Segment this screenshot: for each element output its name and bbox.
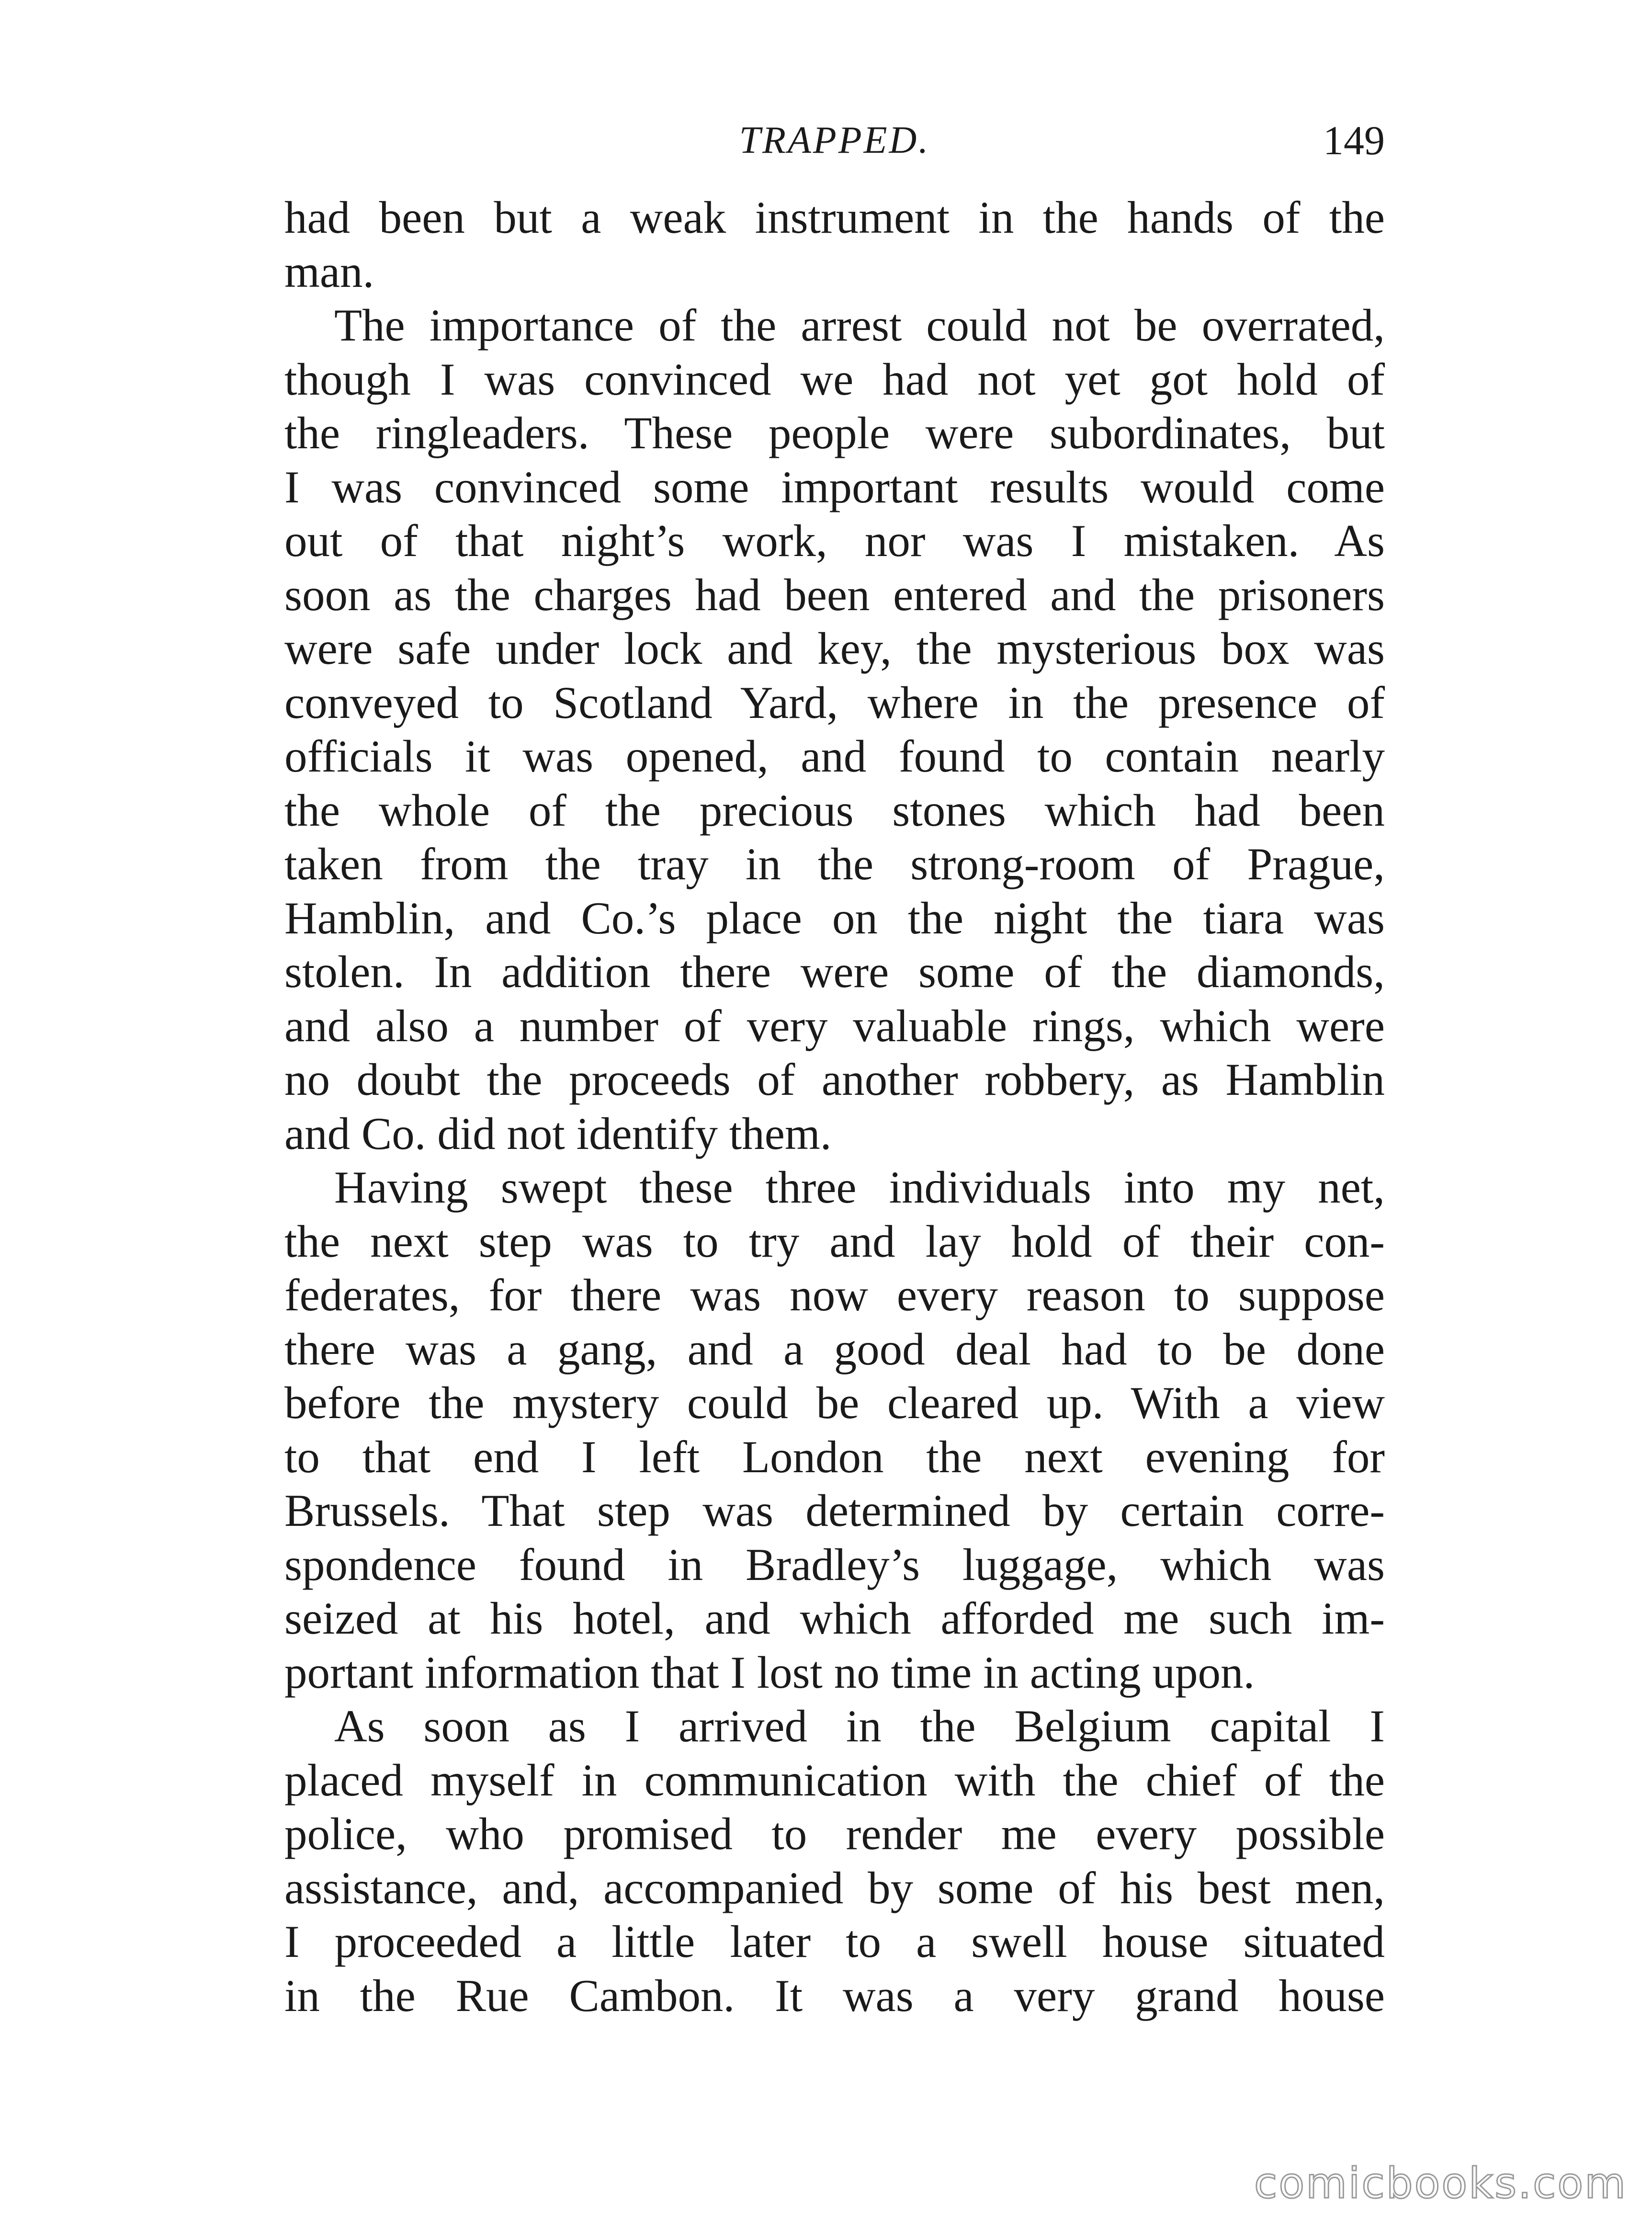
text-line: Hamblin, and Co.’s place on the night the tiara was <box>284 892 1385 943</box>
text-line: The importance of the arrest could not be overrated, <box>334 300 1385 351</box>
text-line: in the Rue Cambon. It was a very grand house <box>284 1970 1385 2021</box>
running-head <box>284 114 1385 167</box>
text-line: I proceeded a little later to a swell house situated <box>284 1916 1385 1967</box>
text-line: As soon as I arrived in the Belgium capital I <box>334 1701 1385 1751</box>
text-line: no doubt the proceeds of another robbery, as Hamblin <box>284 1054 1385 1105</box>
text-line: the next step was to try and lay hold of their con- <box>284 1216 1385 1267</box>
text-line: there was a gang, and a good deal had to be done <box>284 1323 1385 1375</box>
text-line: the whole of the precious stones which had been <box>284 784 1385 836</box>
text-line: before the mystery could be cleared up. With a view <box>284 1377 1385 1428</box>
body-text <box>284 191 1385 2022</box>
text-line: placed myself in communication with the chief of the <box>284 1754 1385 1806</box>
text-line: man. <box>284 246 374 297</box>
text-line: seized at his hotel, and which afforded me such im- <box>284 1593 1385 1644</box>
text-line: taken from the tray in the strong-room of Prague, <box>284 839 1385 889</box>
text-line: though I was convinced we had not yet got hold of <box>284 353 1385 405</box>
text-line: I was convinced some important results would come <box>284 461 1385 512</box>
text-line: assistance, and, accompanied by some of his best men, <box>284 1862 1385 1913</box>
text-line: federates, for there was now every reason to suppose <box>284 1270 1385 1320</box>
page-number: 149 <box>1323 117 1385 163</box>
text-line: out of that night’s work, nor was I mistaken. As <box>284 515 1385 566</box>
text-line: conveyed to Scotland Yard, where in the presence of <box>284 677 1385 728</box>
running-title: TRAPPED. <box>739 119 930 161</box>
text-line: were safe under lock and key, the mysterious box was <box>284 623 1385 674</box>
text-line: and also a number of very valuable rings, which were <box>284 1000 1385 1051</box>
text-line: soon as the charges had been entered and the prisoners <box>284 569 1385 620</box>
text-line: had been but a weak instrument in the hands of the <box>284 192 1385 243</box>
text-line: spondence found in Bradley’s luggage, which was <box>284 1539 1385 1590</box>
text-line: the ringleaders. These people were subordinates, but <box>284 408 1385 458</box>
watermark: comicbooks.com <box>1254 2159 1627 2208</box>
text-line: police, who promised to render me every possible <box>284 1808 1385 1859</box>
text-line: portant information that I lost no time in acting upon. <box>284 1647 1255 1698</box>
text-line: to that end I left London the next evening for <box>284 1431 1385 1482</box>
text-line: Having swept these three individuals into my net, <box>334 1162 1385 1213</box>
text-line: and Co. did not identify them. <box>284 1108 832 1159</box>
text-line: Brussels. That step was determined by certain corre- <box>284 1485 1385 1536</box>
text-line: officials it was opened, and found to contain nearly <box>284 731 1385 782</box>
text-line: stolen. In addition there were some of the diamonds, <box>284 946 1385 997</box>
